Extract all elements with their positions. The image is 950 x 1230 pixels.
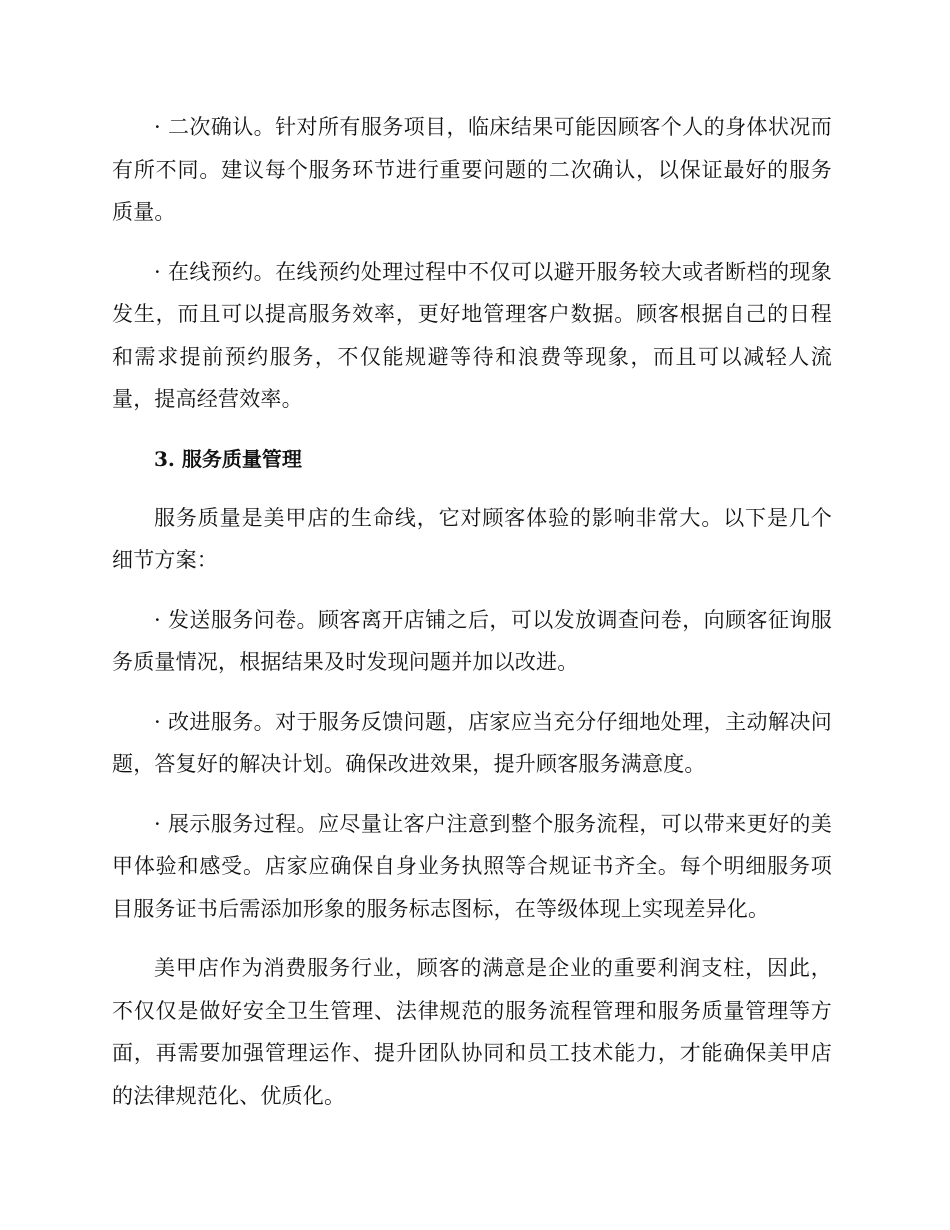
- paragraph-conclusion: 美甲店作为消费服务行业，顾客的满意是企业的重要利润支柱，因此，不仅仅是做好安全卫生管理、法律规范的服务流程管理和服务质量管理等方面，再需要加强管理运作、提升团队协同和员工技术能力，才能确保美甲店的法律规范化、优质化。: [112, 956, 832, 1108]
- paragraph-second-confirmation: · 二次确认。针对所有服务项目，临床结果可能因顾客个人的身体状况而有所不同。建议每个服务环节进行重要问题的二次确认，以保证最好的服务质量。: [112, 115, 832, 224]
- paragraph-survey: · 发送服务问卷。顾客离开店铺之后，可以发放调查问卷，向顾客征询服务质量情况，根据结果及时发现问题并加以改进。: [112, 607, 832, 674]
- document-page: [112, 106, 832, 1134]
- paragraph-online-booking: · 在线预约。在线预约处理过程中不仅可以避开服务较大或者断档的现象发生，而且可以提高服务效率，更好地管理客户数据。顾客根据自己的日程和需求提前预约服务，不仅能规避等待和浪费等现象，而且可以减轻人流量，提高经营效率。: [112, 259, 832, 411]
- paragraph-show-process: · 展示服务过程。应尽量让客户注意到整个服务流程，可以带来更好的美甲体验和感受。店家应确保自身业务执照等合规证书齐全。每个明细服务项目服务证书后需添加形象的服务标志图标，在等级体现上实现差异化。: [112, 811, 832, 921]
- section-heading: 3. 服务质量管理: [154, 446, 302, 471]
- paragraph-quality-intro: 服务质量是美甲店的生命线，它对顾客体验的影响非常大。以下是几个细节方案：: [112, 505, 832, 572]
- paragraph-improve-service: · 改进服务。对于服务反馈问题，店家应当充分仔细地处理，主动解决问题，答复好的解决计划。确保改进效果，提升顾客服务满意度。: [112, 709, 832, 776]
